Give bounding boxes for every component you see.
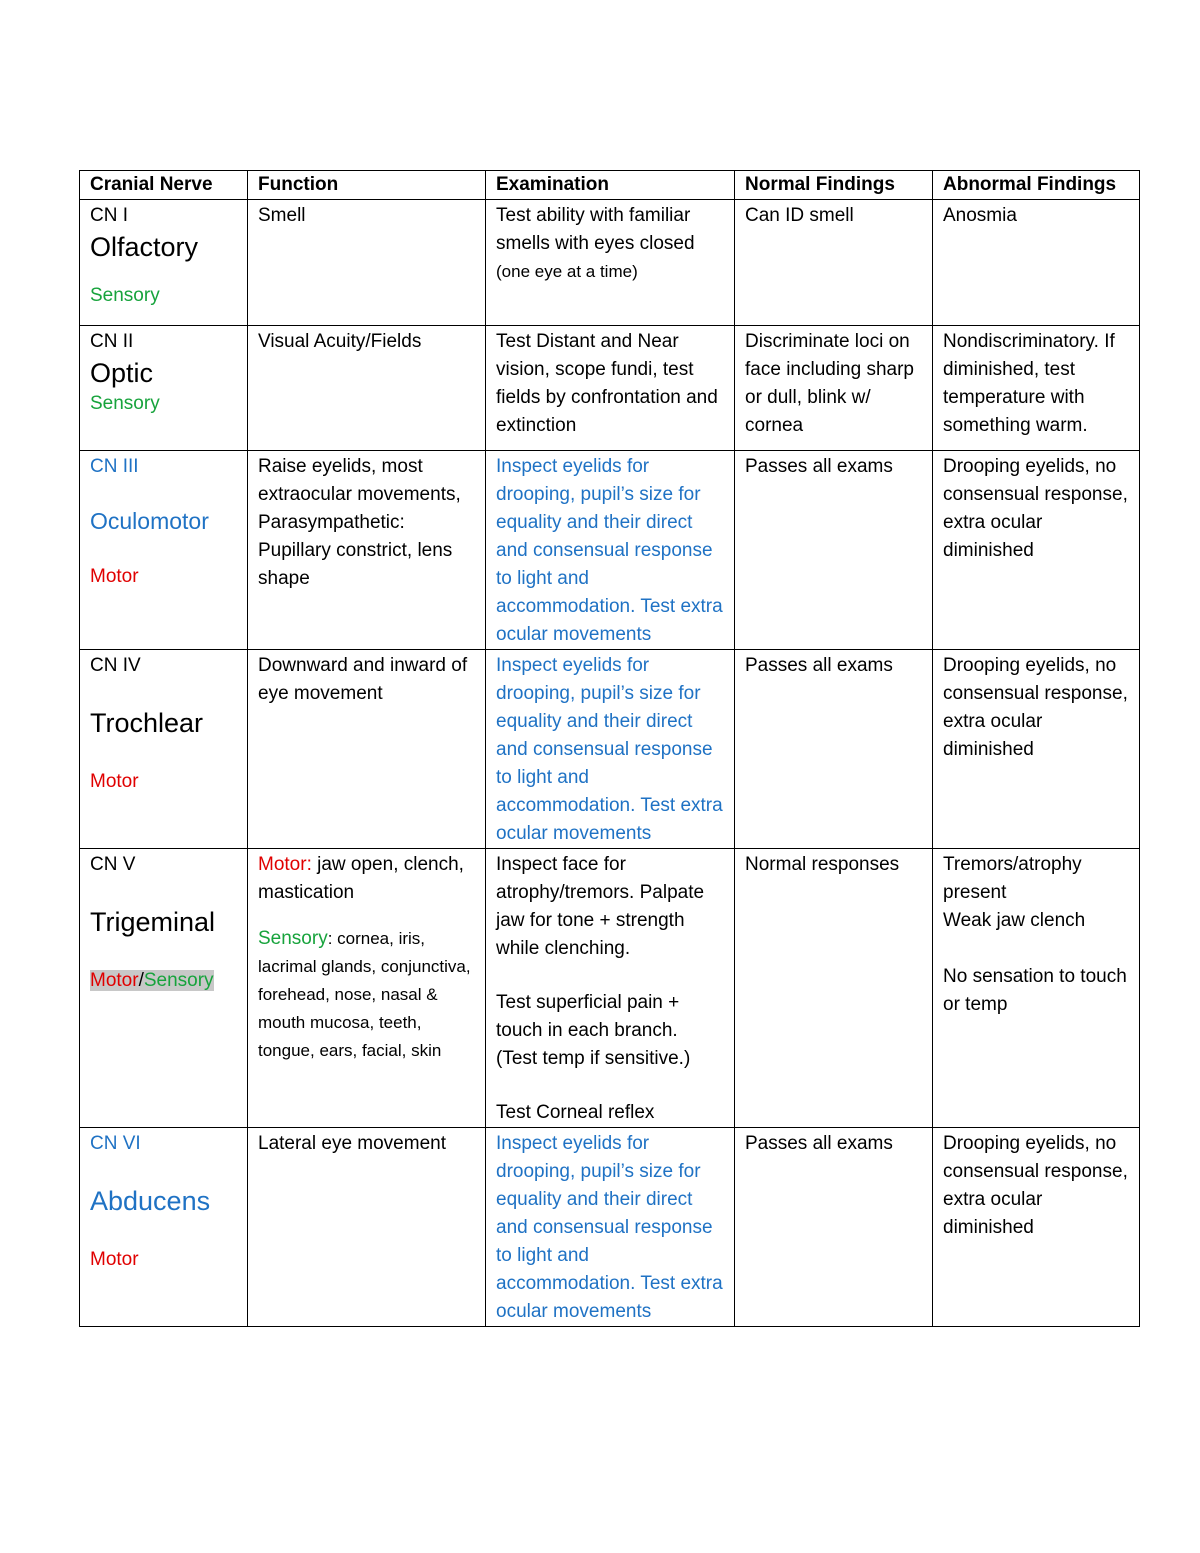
nerve-name: Abducens — [90, 1186, 211, 1216]
nerve-type: Sensory — [90, 393, 160, 414]
function-cell: Smell — [248, 200, 486, 326]
abnormal-cell: Anosmia — [933, 200, 1140, 326]
function-cell: Lateral eye movement — [248, 1128, 486, 1327]
nerve-name: Olfactory — [90, 232, 199, 262]
table-row-cn5 — [80, 849, 1140, 1128]
abnormal-cell: Drooping eyelids, no consensual response, extra ocular diminished — [933, 451, 1140, 650]
header-examination: Examination — [486, 171, 735, 200]
nerve-type-motor: Motor — [90, 970, 139, 991]
abnormal-cell: Tremors/atrophy present Weak jaw clench No sensation to touch or temp — [933, 849, 1140, 1128]
table-row-cn4 — [80, 650, 1140, 849]
exam-cell: Test ability with familiar smells with eyes closed (one eye at a time) — [486, 200, 735, 326]
function-cell: Raise eyelids, most extraocular movements, Parasympathetic: Pupillary constrict, lens shape — [248, 451, 486, 650]
normal-cell: Passes all exams — [735, 451, 933, 650]
table-row-cn3 — [80, 451, 1140, 650]
exam-cell: Inspect face for atrophy/tremors. Palpate jaw for tone + strength while clenching. Test superficial pain + touch in each branch. (Test temp if sensitive.) Test Corneal reflex — [486, 849, 735, 1128]
header-cranial-nerve: Cranial Nerve — [80, 171, 248, 200]
nerve-cell: CN V Trigeminal Motor/Sensory — [80, 849, 248, 1128]
nerve-cell — [80, 650, 248, 849]
table-header-row — [80, 171, 1140, 200]
abnormal-cell: Drooping eyelids, no consensual response, extra ocular diminished — [933, 1128, 1140, 1327]
function-cell: Downward and inward of eye movement — [248, 650, 486, 849]
function-cell: Visual Acuity/Fields — [248, 326, 486, 451]
exam-cell: Inspect eyelids for drooping, pupil’s size for equality and their direct and consensual response to light and accommodation. Test extra ocular movements — [486, 451, 735, 650]
normal-cell: Normal responses — [735, 849, 933, 1128]
table-row-cn6 — [80, 1128, 1140, 1327]
table-row-cn1 — [80, 200, 1140, 326]
normal-cell: Passes all exams — [735, 1128, 933, 1327]
nerve-name: Optic — [90, 358, 154, 388]
nerve-number: CN II — [90, 331, 134, 352]
nerve-number: CN I — [90, 205, 128, 226]
nerve-type-sensory: Sensory — [143, 970, 214, 991]
header-abnormal-findings: Abnormal Findings — [933, 171, 1140, 200]
nerve-type: Sensory — [90, 285, 160, 306]
nerve-name: Trochlear — [90, 708, 204, 738]
function-sensory-label: Sensory — [258, 928, 328, 949]
nerve-cell — [80, 200, 248, 326]
nerve-cell — [80, 1128, 248, 1327]
abnormal-cell: Nondiscriminatory. If diminished, test temperature with something warm. — [933, 326, 1140, 451]
nerve-number: CN VI — [90, 1133, 141, 1154]
nerve-name: Oculomotor — [90, 508, 209, 534]
exam-cell: Inspect eyelids for drooping, pupil’s size for equality and their direct and consensual response to light and accommodation. Test extra ocular movements — [486, 650, 735, 849]
nerve-number: CN III — [90, 456, 139, 477]
exam-cell: Test Distant and Near vision, scope fundi, test fields by confrontation and extinction — [486, 326, 735, 451]
function-cell: Motor: jaw open, clench, mastication Sensory: cornea, iris, lacrimal glands, conjunctiva, forehead, nose, nasal & mouth mucosa, teeth, tongue, ears, facial, skin — [248, 849, 486, 1128]
abnormal-cell: Drooping eyelids, no consensual response, extra ocular diminished — [933, 650, 1140, 849]
normal-cell: Can ID smell — [735, 200, 933, 326]
nerve-cell — [80, 326, 248, 451]
header-function: Function — [248, 171, 486, 200]
nerve-type: Motor — [90, 1249, 139, 1270]
nerve-name: Trigeminal — [90, 907, 216, 937]
nerve-type: Motor — [90, 566, 139, 587]
exam-cell: Inspect eyelids for drooping, pupil’s size for equality and their direct and consensual response to light and accommodation. Test extra ocular movements — [486, 1128, 735, 1327]
nerve-number: CN V — [90, 854, 136, 875]
function-motor-label: Motor: — [258, 854, 312, 875]
nerve-cell — [80, 451, 248, 650]
cranial-nerve-table — [79, 170, 1140, 1327]
header-normal-findings: Normal Findings — [735, 171, 933, 200]
normal-cell: Passes all exams — [735, 650, 933, 849]
nerve-type: Motor — [90, 771, 139, 792]
nerve-number: CN IV — [90, 655, 141, 676]
normal-cell: Discriminate loci on face including sharp or dull, blink w/ cornea — [735, 326, 933, 451]
table-row-cn2 — [80, 326, 1140, 451]
